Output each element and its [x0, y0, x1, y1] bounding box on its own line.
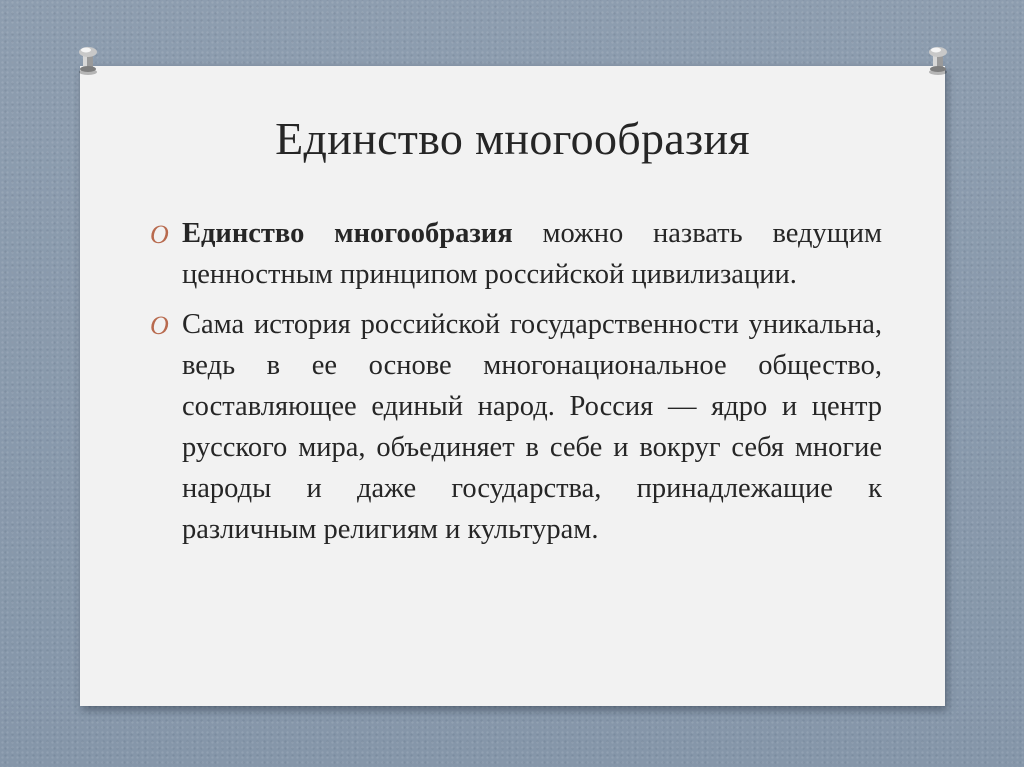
bullet-text: можно назвать ведущим ценностным принципом российской цивилизации. — [182, 218, 882, 290]
slide-content — [150, 213, 882, 559]
pushpin-icon — [922, 40, 954, 80]
bullet-item — [150, 213, 882, 295]
bullet-text: Сама история российской государственности уникальна, ведь в ее основе многонациональное общество, составляющее единый народ. Россия — ядро и центр русского мира, объединяет в себе и вокруг себя многие народы и даже государства, принадлежащие к различным религиям и культурам. — [182, 309, 882, 545]
slide-title: Единство многообразия — [275, 113, 750, 164]
bullet-bold-text: Единство многообразия — [182, 218, 513, 249]
bullet-marker: O — [150, 311, 169, 340]
bullet-item — [150, 304, 882, 550]
bullet-marker: O — [150, 220, 169, 249]
pushpin-icon — [72, 40, 104, 80]
